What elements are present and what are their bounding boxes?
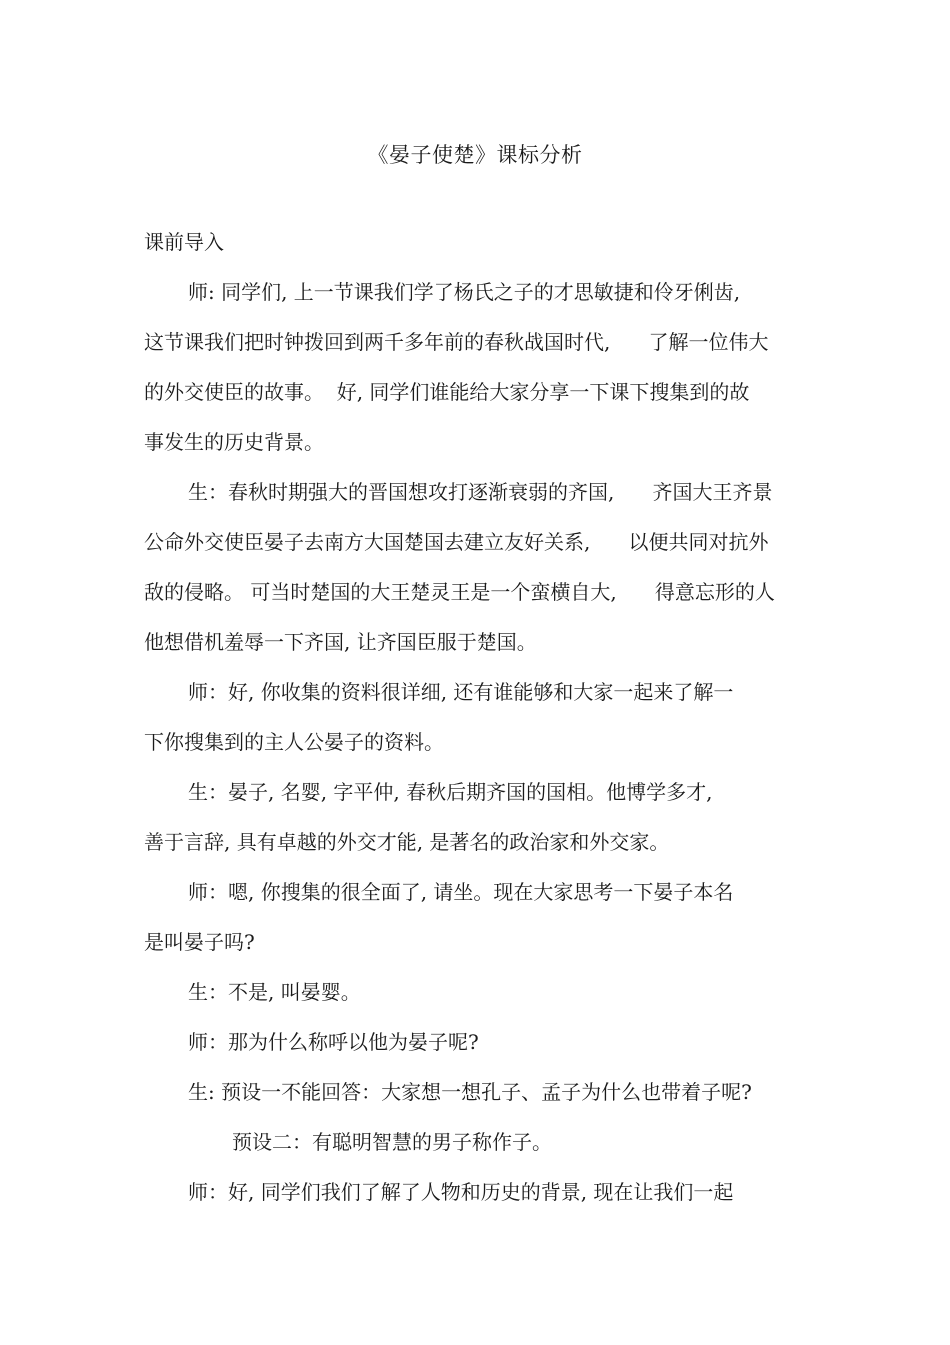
paragraph-line: 生：不是, 叫晏婴。 [188,980,361,1004]
paragraph-line: 师: 同学们, 上一节课我们学了杨氏之子的才思敏捷和伶牙俐齿, [188,280,741,304]
paragraph-line: 生: 预设一不能回答：大家想一想孔子、孟子为什么也带着子呢? [188,1080,752,1104]
document-title: 《晏子使楚》课标分析 [367,143,583,167]
paragraph-line: 下你搜集到的主人公晏子的资料。 [144,730,444,754]
paragraph-line: 师：那为什么称呼以他为晏子呢? [188,1030,479,1054]
paragraph-line: 师：好, 你收集的资料很详细, 还有谁能够和大家一起来了解一 [188,680,734,704]
paragraph-line: 师：嗯, 你搜集的很全面了, 请坐。现在大家思考一下晏子本名 [188,880,734,904]
paragraph-line: 善于言辞, 具有卓越的外交才能, 是著名的政治家和外交家。 [144,830,670,854]
paragraph-line: 他想借机羞辱一下齐国, 让齐国臣服于楚国。 [144,630,537,654]
paragraph-line: 生：春秋时期强大的晋国想攻打逐渐衰弱的齐国, 齐国大王齐景 [188,480,773,504]
section-heading: 课前导入 [144,230,224,254]
paragraph-line: 师：好, 同学们我们了解了人物和历史的背景, 现在让我们一起 [188,1180,734,1204]
paragraph-line: 公命外交使臣晏子去南方大国楚国去建立友好关系, 以便共同对抗外 [144,530,769,554]
paragraph-line: 事发生的历史背景。 [144,430,324,454]
paragraph-line: 敌的侵略。 可当时楚国的大王楚灵王是一个蛮横自大, 得意忘形的人 [144,580,775,604]
paragraph-line: 预设二：有聪明智慧的男子称作子。 [232,1130,552,1154]
paragraph-line: 的外交使臣的故事。 好, 同学们谁能给大家分享一下课下搜集到的故 [144,380,750,404]
paragraph-line: 生：晏子, 名婴, 字平仲, 春秋后期齐国的国相。他博学多才, [188,780,713,804]
paragraph-line: 这节课我们把时钟拨回到两千多年前的春秋战国时代, 了解一位伟大 [144,330,769,354]
paragraph-line: 是叫晏子吗? [144,930,255,954]
